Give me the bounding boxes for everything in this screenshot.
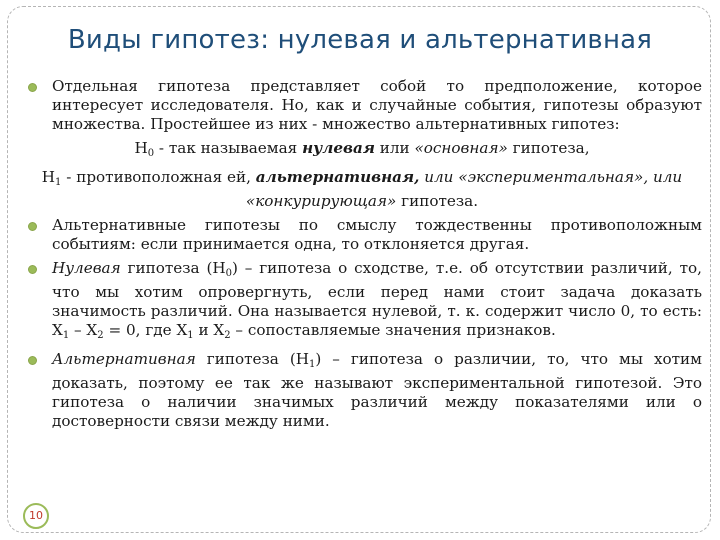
slide-content <box>22 77 702 436</box>
p3-text-3: – X <box>69 321 98 339</box>
p4-text-2: ) – гипотеза о различии, то, что мы хотим доказать, поэтому ее так же называют экспериментальной гипотезой. Это гипотеза о наличии значимых различий между показателями или о достоверности связи между ними. <box>52 350 702 430</box>
bullet-icon <box>28 222 37 231</box>
h0-symbol: H <box>134 139 148 157</box>
slide-title: Виды гипотез: нулевая и альтернативная <box>67 25 653 55</box>
h1-text-2: гипотеза. <box>396 192 479 210</box>
page-number-badge: 10 <box>23 503 49 529</box>
p3-text-4: = 0, где X <box>103 321 188 339</box>
h0-definition-line <box>22 139 702 163</box>
p3-text-2: ) – гипотеза о сходстве, т.е. об отсутствии различий, то, что мы хотим опровергнуть, если перед нами стоит задача доказать значимость различий. Она называется нулевой, т. к. содержит число 0, то есть: X <box>52 259 702 339</box>
h1-term-experimental: или «экспериментальная», или <box>419 168 683 186</box>
h0-term-main: «основная» <box>414 139 508 157</box>
bullet-paragraph-4 <box>22 350 702 431</box>
p3-sub-3: 2 <box>97 330 104 341</box>
h0-term-null: нулевая <box>302 139 375 157</box>
h0-text-2: или <box>374 139 415 157</box>
h1-symbol: H <box>41 168 56 186</box>
paragraph-text: Альтернативные гипотезы по смыслу тождественны противоположным событиям: если принимается одна, то отклоняется другая. <box>52 216 702 253</box>
bullet-icon <box>28 265 37 274</box>
bullet-icon <box>28 356 37 365</box>
p4-text-1: гипотеза (H <box>195 350 309 368</box>
h1-subscript: 1 <box>55 177 62 188</box>
p3-text-1: гипотеза (H <box>120 259 226 277</box>
p3-sub-5: 2 <box>224 330 231 341</box>
term-alternative: Альтернативная <box>52 350 196 368</box>
p4-sub-1: 1 <box>309 359 316 370</box>
h1-definition-line <box>22 168 702 211</box>
p3-text-6: – сопоставляемые значения признаков. <box>230 321 556 339</box>
h0-text-1: - так называемая <box>154 139 303 157</box>
term-null: Нулевая <box>52 259 121 277</box>
h0-text-3: гипотеза, <box>507 139 590 157</box>
h1-term-alternative: альтернативная, <box>255 168 420 186</box>
bullet-paragraph-3 <box>22 259 702 345</box>
p3-sub-4: 1 <box>187 330 194 341</box>
h0-subscript: 0 <box>147 148 155 159</box>
h1-text-1: - противоположная ей, <box>61 168 256 186</box>
slide-frame <box>7 6 711 533</box>
h1-term-competing: «конкурирующая» <box>245 192 397 210</box>
bullet-icon <box>28 83 37 92</box>
bullet-paragraph-1 <box>22 77 702 134</box>
p3-sub-1: 0 <box>225 268 232 279</box>
p3-text-5: и X <box>193 321 225 339</box>
p3-sub-2: 1 <box>62 330 70 341</box>
bullet-paragraph-2 <box>22 216 702 254</box>
paragraph-text: Отдельная гипотеза представляет собой то предположение, которое интересует исследователя. Но, как и случайные события, гипотезы образуют множества. Простейшее из них - множество альтернативных гипотез: <box>52 77 702 133</box>
